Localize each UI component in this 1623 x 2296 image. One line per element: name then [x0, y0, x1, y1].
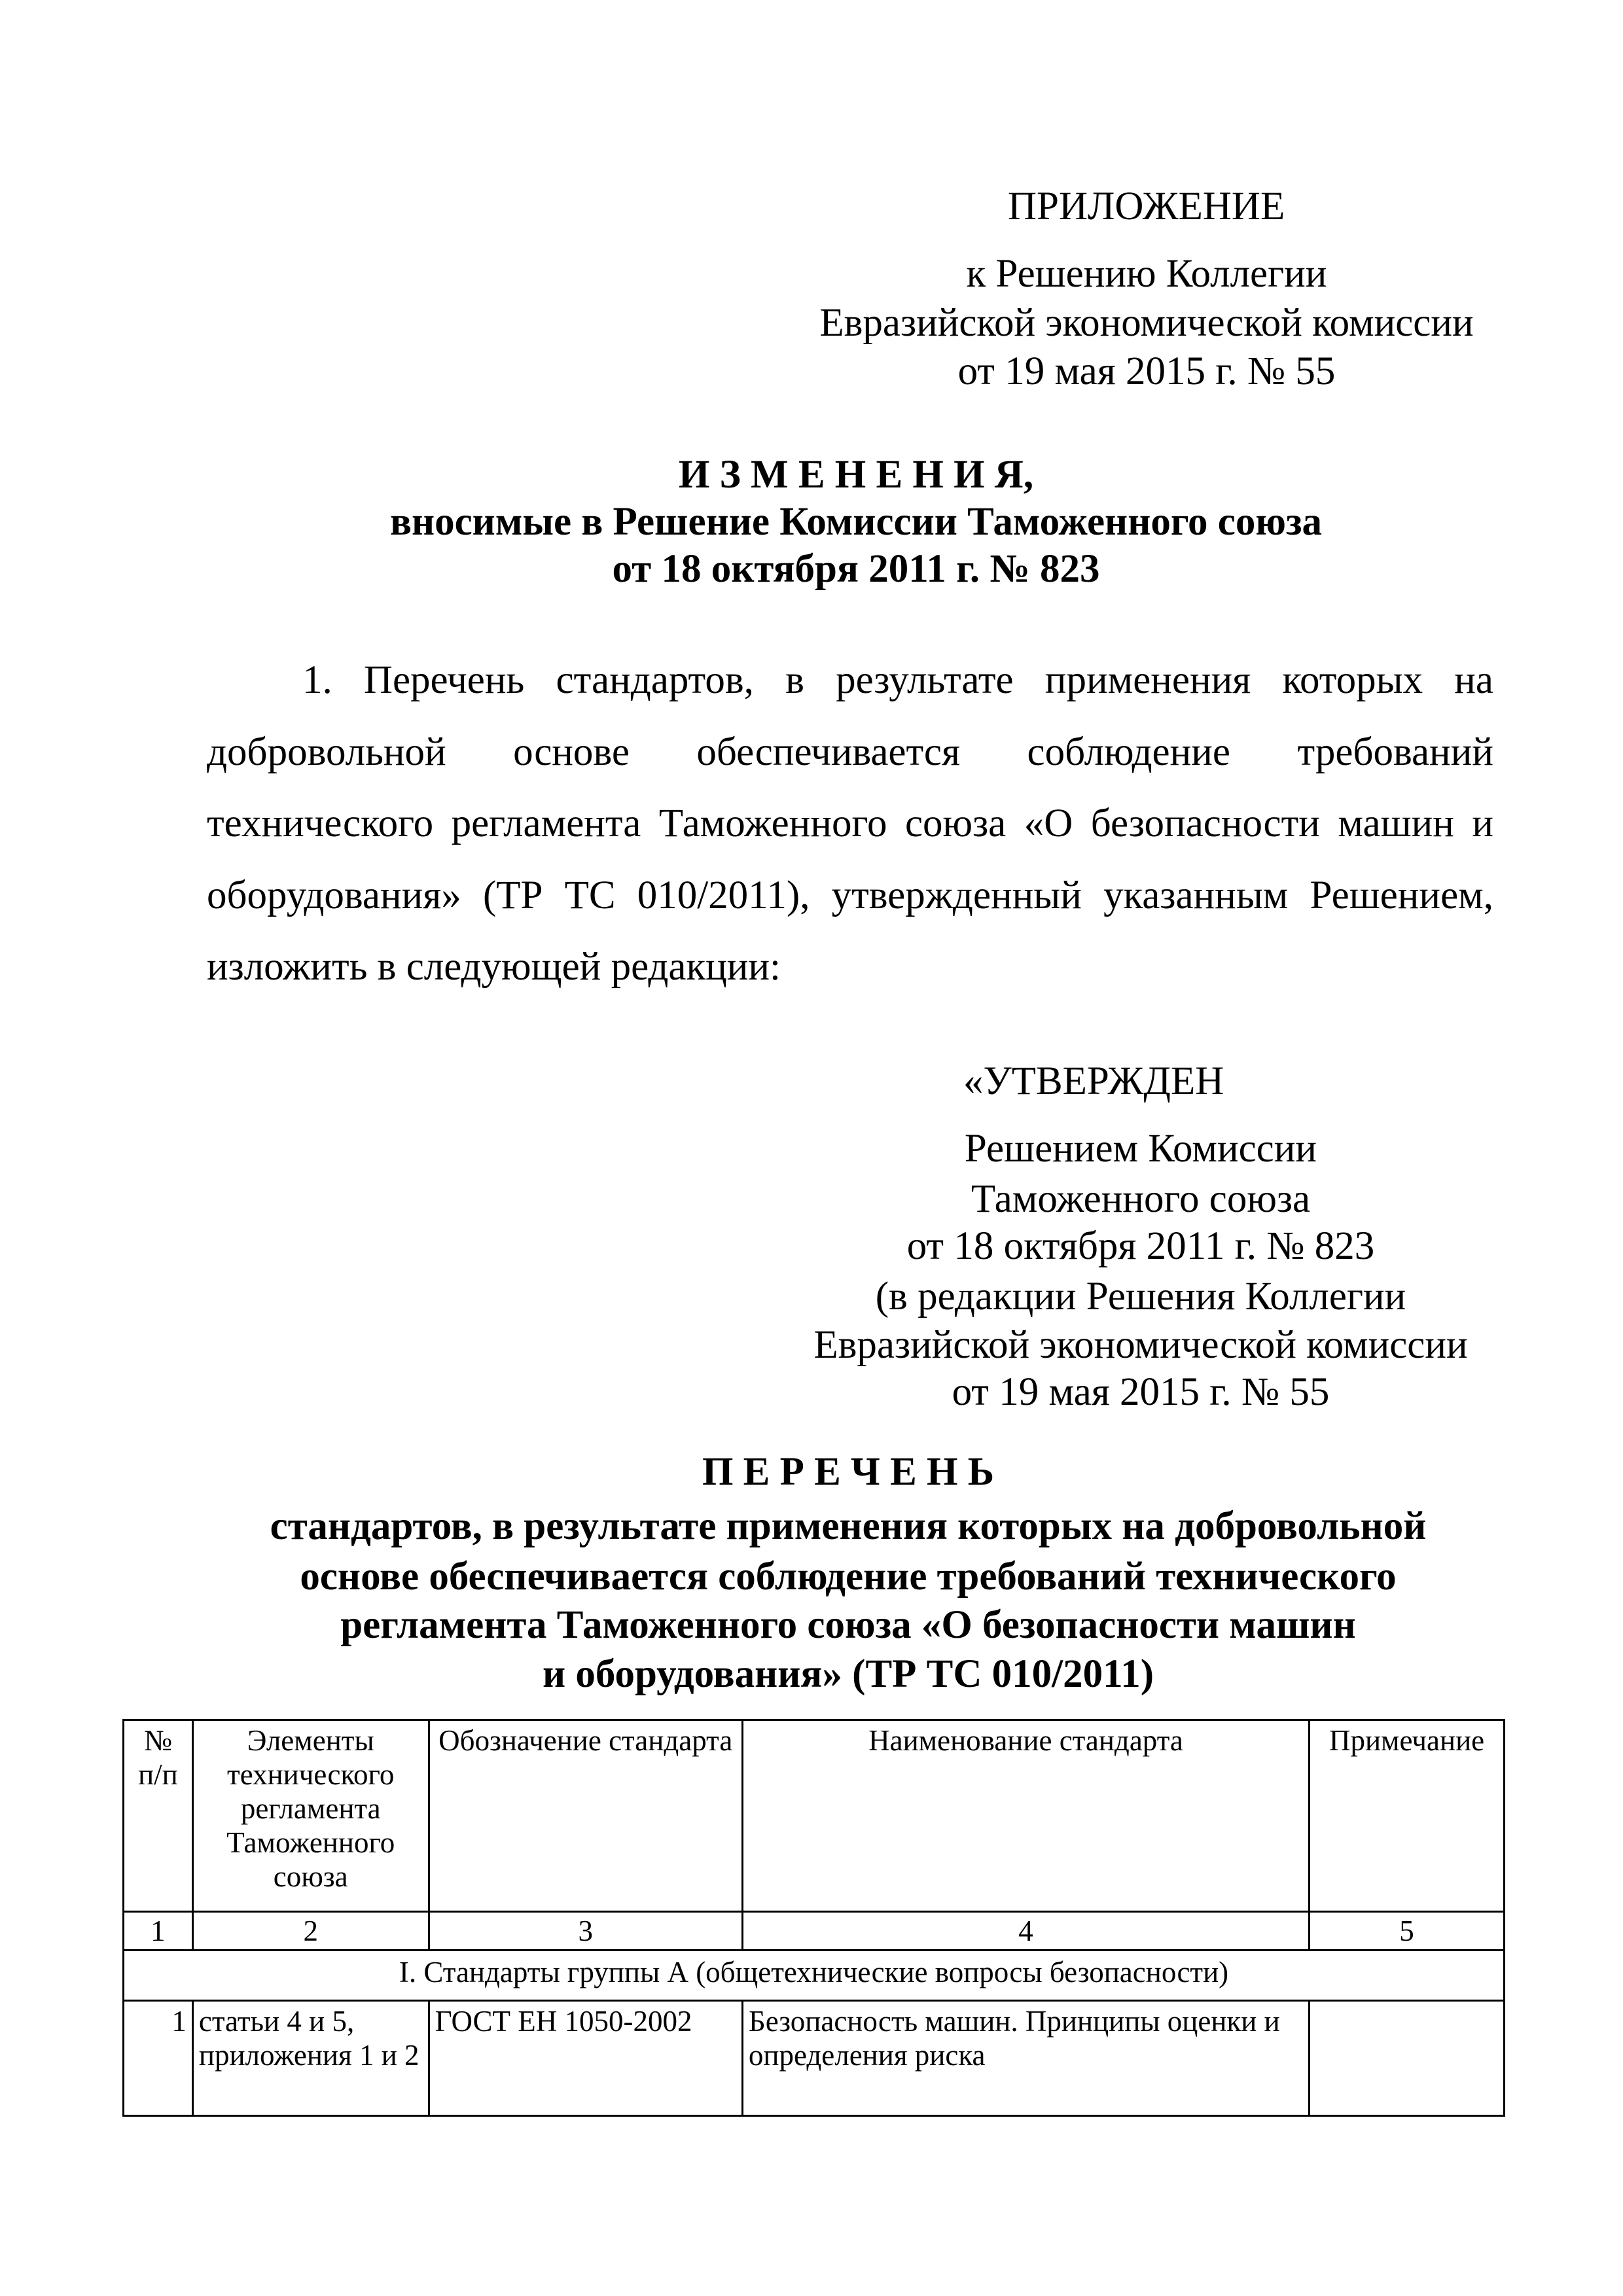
row-number: 1: [124, 2001, 193, 2116]
approved-line: (в редакции Решения Коллегии: [875, 1275, 1406, 1318]
header-cell: Обозначение стандарта: [429, 1720, 742, 1912]
changes-subtitle: вносимые в Решение Комиссии Таможенного союза: [390, 500, 1322, 544]
table-row: [124, 2001, 1505, 2116]
list-subtitle: основе обеспечивается соблюдение требований технического: [300, 1555, 1397, 1598]
approved-line: Таможенного союза: [971, 1177, 1311, 1221]
header-cell: Примечание: [1310, 1720, 1505, 1912]
column-number: 2: [192, 1912, 429, 1951]
table-header-row: [124, 1720, 1505, 1912]
appendix-line: Евразийской экономической комиссии: [819, 301, 1474, 345]
approved-line: от 19 мая 2015 г. № 55: [952, 1370, 1330, 1414]
column-number: 4: [742, 1912, 1309, 1951]
list-subtitle: и оборудования» (ТР ТС 010/2011): [542, 1652, 1154, 1696]
column-number-row: [124, 1912, 1505, 1951]
row-note: [1310, 2001, 1505, 2116]
changes-title: И З М Е Н Е Н И Я,: [678, 453, 1034, 497]
appendix-line: к Решению Коллегии: [966, 252, 1327, 296]
column-number: 3: [429, 1912, 742, 1951]
list-title: П Е Р Е Ч Е Н Ь: [702, 1450, 995, 1494]
header-cell: № п/п: [124, 1720, 193, 1912]
standards-table: [122, 1719, 1505, 2117]
header-cell: Наименование стандарта: [742, 1720, 1309, 1912]
column-number: 5: [1310, 1912, 1505, 1951]
approved-line: Решением Комиссии: [964, 1127, 1317, 1171]
body-paragraph: 1. Перечень стандартов, в результате применения которых на добровольной основе обеспечивается соблюдение требований технического регламента Таможенного союза «О безопасности машин и оборудования» (ТР ТС 010/2011), утвержденный указанным Решением, изложить в следующей редакции:: [207, 658, 1493, 989]
header-cell: Элементы технического регламента Таможенного союза: [192, 1720, 429, 1912]
approved-line: Евразийской экономической комиссии: [813, 1323, 1468, 1367]
list-subtitle: регламента Таможенного союза «О безопасности машин: [340, 1603, 1356, 1647]
appendix-title: ПРИЛОЖЕНИЕ: [1008, 185, 1285, 228]
row-elements: статьи 4 и 5, приложения 1 и 2: [192, 2001, 429, 2116]
section-title: I. Стандарты группы А (общетехнические вопросы безопасности): [124, 1951, 1505, 2001]
approved-line: от 18 октября 2011 г. № 823: [906, 1224, 1375, 1268]
list-subtitle: стандартов, в результате применения которых на добровольной: [270, 1504, 1427, 1548]
changes-subtitle: от 18 октября 2011 г. № 823: [612, 547, 1100, 591]
column-number: 1: [124, 1912, 193, 1951]
approved-title: «УТВЕРЖДЕН: [963, 1059, 1224, 1103]
row-name: Безопасность машин. Принципы оценки и определения риска: [742, 2001, 1309, 2116]
section-row: [124, 1951, 1505, 2001]
row-designation: ГОСТ ЕН 1050-2002: [429, 2001, 742, 2116]
appendix-line: от 19 мая 2015 г. № 55: [957, 349, 1336, 393]
